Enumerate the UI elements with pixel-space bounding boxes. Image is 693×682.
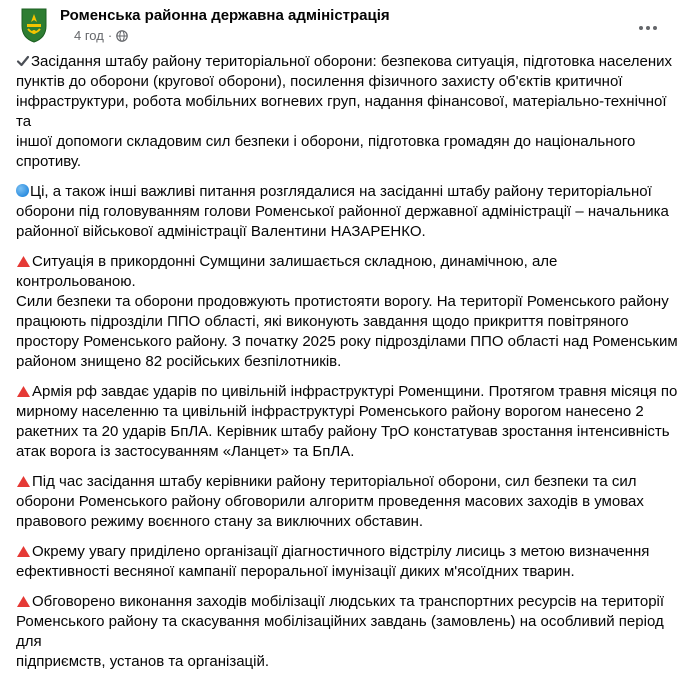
paragraph-text: Під час засідання штабу керівники району територіальної оборони, сил безпеки та сил оборони Роменського району обговорили алгоритм проведення масових заходів в умовах правового режиму воєнного стану за виключних обставин. [16, 473, 644, 530]
paragraph-text: Засідання штабу району територіальної оборони: безпекова ситуація, підготовка населених пунктів до оборони (кругової оборони), посилення фізичного захисту об'єктів критичної інфраструктури, робота мобільних вогневих груп, надання фінансової, матеріально-технічної та іншої допомоги складовим сил безпеки і оборони, підготовка громадян до національного спротиву. [16, 53, 673, 170]
post-paragraph-1 [16, 52, 680, 172]
post-body [16, 52, 680, 682]
red-triangle-icon [16, 475, 31, 488]
meta-separator: · [107, 28, 113, 43]
red-triangle-icon [16, 545, 31, 558]
post-paragraph-3 [16, 252, 680, 372]
red-triangle-icon [16, 595, 31, 608]
post-time[interactable]: 4 год [74, 28, 104, 43]
blue-circle-icon [16, 184, 29, 197]
paragraph-text: Ситуація в прикордонні Сумщини залишається складною, динамічною, але контрольованою. Сили безпеки та оборони продовжують протистояти ворогу. На території Роменського району працюють підрозділи ППО області, які виконують завдання щодо прикриття повітряного простору Роменського району. З початку 2025 року підрозділами ППО області над Роменським районом знищено 82 російських безпілотників. [16, 253, 678, 370]
post-paragraph-6 [16, 542, 680, 582]
paragraph-text: Окрему увагу приділено організації діагностичного відстрілу лисиць з метою визначення ефективності весняної кампанії пероральної імунізації диких м'ясоїдних тварин. [16, 543, 650, 580]
post-paragraph-5 [16, 472, 680, 532]
page-name-link[interactable]: Роменська районна державна адміністрація [60, 7, 390, 24]
avatar[interactable] [16, 6, 52, 44]
check-mark-icon [16, 54, 30, 68]
paragraph-text: Обговорено виконання заходів мобілізації людських та транспортних ресурсів на території Роменського району та скасування мобілізаційних завдань (замовлень) на особливий період для підприємств, установ та організацій. [16, 593, 665, 670]
red-triangle-icon [16, 385, 31, 398]
post-header [16, 6, 676, 46]
globe-icon [116, 30, 128, 42]
district-emblem-icon [16, 6, 52, 44]
post-meta [74, 28, 128, 43]
post-paragraph-2 [16, 182, 680, 242]
post-paragraph-7 [16, 592, 680, 672]
paragraph-text: Ці, а також інші важливі питання розглядалися на засіданні штабу району територіальної оборони під головуванням голови Роменської районної державної адміністрації – начальника районної військової адміністрації Валентини НАЗАРЕНКО. [16, 183, 669, 240]
red-triangle-icon [16, 255, 31, 268]
paragraph-text: Армія рф завдає ударів по цивільній інфраструктурі Роменщини. Протягом травня місяця по мирному населенню та цивільній інфраструктурі Роменського району ворогом нанесено 2 ракетних та 20 ударів БпЛА. Керівник штабу району ТрО констатував зростання інтенсивність атак ворога із застосуванням «Ланцет» та БпЛА. [16, 383, 678, 460]
more-options-icon[interactable] [636, 18, 660, 38]
post-paragraph-4 [16, 382, 680, 462]
